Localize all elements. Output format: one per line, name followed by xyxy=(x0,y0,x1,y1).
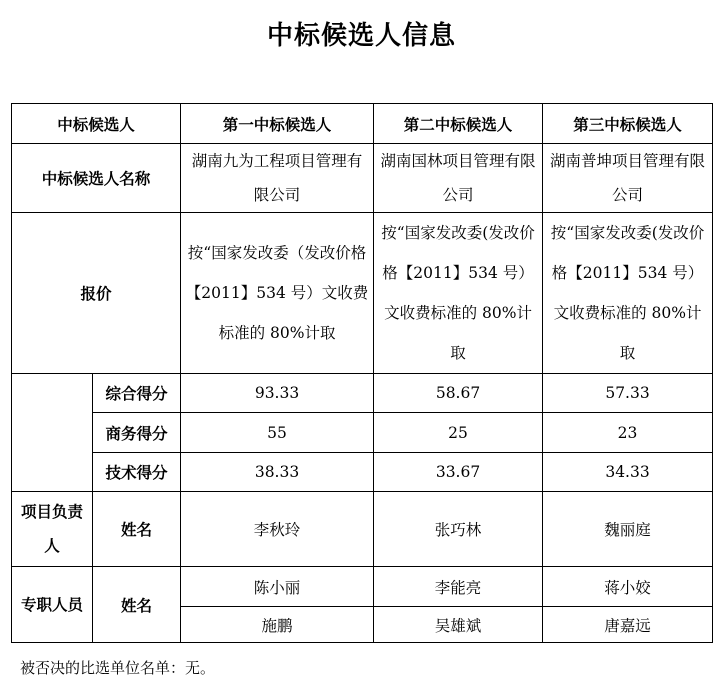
table-row-staff-1 xyxy=(12,567,713,607)
staff-name-label: 姓名 xyxy=(93,567,181,643)
bid-candidates-table xyxy=(11,103,713,643)
technical-score-1: 38.33 xyxy=(181,453,374,492)
rejected-units-note: 被否决的比选单位名单：无。 xyxy=(20,659,216,677)
project-manager-group-label: 项目负责人 xyxy=(12,492,93,567)
table-row-quote xyxy=(12,213,713,374)
business-score-1: 55 xyxy=(181,413,374,453)
header-second-candidate: 第二中标候选人 xyxy=(374,104,543,144)
page-title: 中标候选人信息 xyxy=(266,21,456,51)
header-first-candidate: 第一中标候选人 xyxy=(181,104,374,144)
candidate-name-label: 中标候选人名称 xyxy=(12,144,181,213)
business-score-2: 25 xyxy=(374,413,543,453)
technical-score-3: 34.33 xyxy=(543,453,713,492)
project-manager-2: 张巧林 xyxy=(374,492,543,567)
composite-score-2: 58.67 xyxy=(374,374,543,413)
header-third-candidate: 第三中标候选人 xyxy=(543,104,713,144)
quote-label: 报价 xyxy=(12,213,181,374)
quote-value-1: 按“国家发改委（发改价格【2011】534 号）文收费标准的 80%计取 xyxy=(181,213,374,374)
composite-score-label: 综合得分 xyxy=(93,374,181,413)
table-row-project-manager xyxy=(12,492,713,567)
candidate-name-1: 湖南九为工程项目管理有限公司 xyxy=(181,144,374,213)
project-manager-name-label: 姓名 xyxy=(93,492,181,567)
staff-row1-name-3: 蒋小姣 xyxy=(543,567,713,607)
staff-row2-name-1: 施鹏 xyxy=(181,607,374,643)
staff-row2-name-2: 吴雄斌 xyxy=(374,607,543,643)
candidate-name-3: 湖南普坤项目管理有限公司 xyxy=(543,144,713,213)
project-manager-1: 李秋玲 xyxy=(181,492,374,567)
staff-row2-name-3: 唐嘉远 xyxy=(543,607,713,643)
technical-score-label: 技术得分 xyxy=(93,453,181,492)
quote-value-3: 按“国家发改委(发改价格【2011】534 号）文收费标准的 80%计取 xyxy=(543,213,713,374)
candidate-name-2: 湖南国林项目管理有限公司 xyxy=(374,144,543,213)
table-row-composite-score xyxy=(12,374,713,413)
table-row-candidate-names xyxy=(12,144,713,213)
technical-score-2: 33.67 xyxy=(374,453,543,492)
score-group-empty-cell xyxy=(12,374,93,492)
staff-group-label: 专职人员 xyxy=(12,567,93,643)
composite-score-1: 93.33 xyxy=(181,374,374,413)
business-score-3: 23 xyxy=(543,413,713,453)
table-row-technical-score xyxy=(12,453,713,492)
business-score-label: 商务得分 xyxy=(93,413,181,453)
table-row-header xyxy=(12,104,713,144)
staff-row1-name-1: 陈小丽 xyxy=(181,567,374,607)
staff-row1-name-2: 李能亮 xyxy=(374,567,543,607)
composite-score-3: 57.33 xyxy=(543,374,713,413)
header-candidate-label: 中标候选人 xyxy=(12,104,181,144)
table-row-business-score xyxy=(12,413,713,453)
project-manager-3: 魏丽庭 xyxy=(543,492,713,567)
quote-value-2: 按“国家发改委(发改价格【2011】534 号）文收费标准的 80%计取 xyxy=(374,213,543,374)
